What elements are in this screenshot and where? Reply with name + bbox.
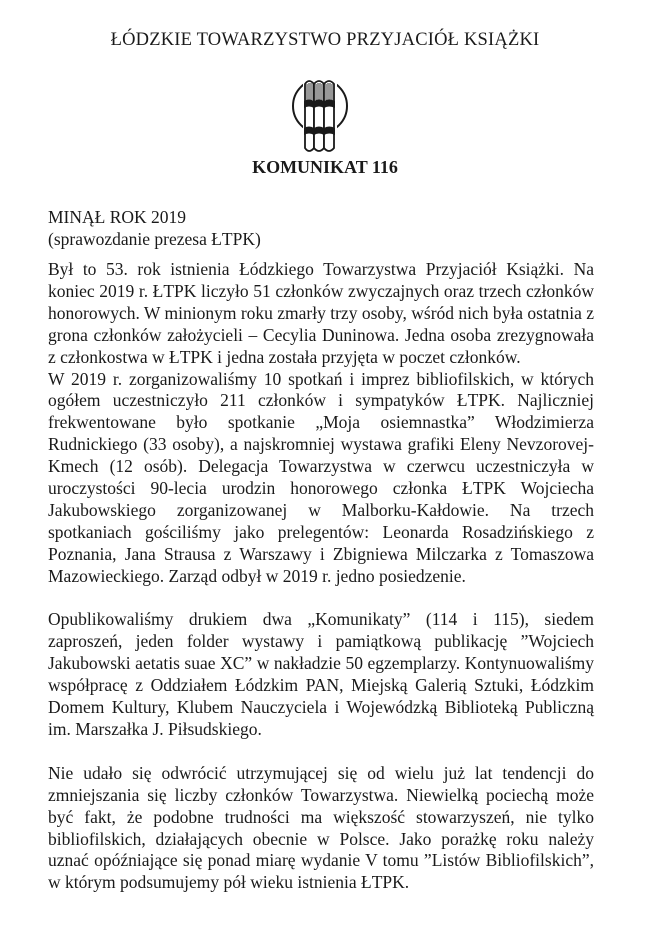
report-body [48,259,594,894]
paragraph-events: W 2019 r. zorganizowaliśmy 10 spotkań i imprez bibliofilskich, w których ogółem uczestniczyło 211 członków i sympatyków ŁTPK. Najliczniej frekwentowane było spotkanie „Moja osiemnastka” Włodzimierza Rudnickiego (33 osoby), a najskromniej wystawa grafiki Eleny Nevzorovej-Kmech (12 osób). Delegacja Towarzystwa w czerwcu uczestniczyła w uroczystości 90-lecia urodzin honorowego członka ŁTPK Wojciecha Jakubowskiego zorganizowanej w Malborku-Kałdowie. Na trzech spotkaniach gościliśmy jako prelegentów: Leonarda Rosadzińskiego z Poznania, Jana Strausa z Warszawy i Zbigniewa Milczarka z Tomaszowa Mazowieckiego. Zarząd odbył w 2019 r. jedno posiedzenie. [48,368,594,586]
paragraph-difficulties: Nie udało się odwrócić utrzymującej się od wielu już lat tendencji do zmniejszania się liczby członków Towarzystwa. Niewielką pociechą może być fakt, że podobne trudności ma większość stowarzyszeń, nie tylko bibliofilskich, działających obecnie w Polsce. Jako porażkę roku należy uznać opóźniające się ponad miarę wydanie V tomu ”Listów Bibliofilskich”, w którym podsumujemy pół wieku istnienia ŁTPK. [48,762,594,893]
paragraph-publications: Opublikowaliśmy drukiem dwa „Komunikaty” (114 i 115), siedem zaproszeń, jeden folder wystawy i pamiątkową publikację ”Wojciech Jakubowski aetatis suae XC” w nakładzie 50 egzemplarzy. Kontynuowaliśmy współpracę z Oddziałem Łódzkim PAN, Miejską Galerią Sztuki, Łódzkim Domem Kultury, Klubem Nauczyciela i Wojewódzką Biblioteką Publiczną im. Marszałka J. Piłsudskiego. [48,609,594,740]
paragraph-membership: Był to 53. rok istnienia Łódzkiego Towarzystwa Przyjaciół Książki. Na koniec 2019 r. ŁTPK liczyło 51 członków zwyczajnych oraz trzech członków honorowych. W minionym roku zmarły trzy osoby, wśród nich była ostatnia z grona członków założycieli – Cecylia Duninowa. Jedna osoba zrezygnowała z członkostwa w ŁTPK i jedna została przyjęta w poczet członków. [48,259,594,367]
bulletin-title: KOMUNIKAT 116 [252,157,398,177]
report-heading [48,206,261,250]
report-subtitle: (sprawozdanie prezesa ŁTPK) [48,229,261,249]
report-title: MINĄŁ ROK 2019 [48,207,187,227]
organization-name: ŁÓDZKIE TOWARZYSTWO PRZYJACIÓŁ KSIĄŻKI [110,30,540,50]
